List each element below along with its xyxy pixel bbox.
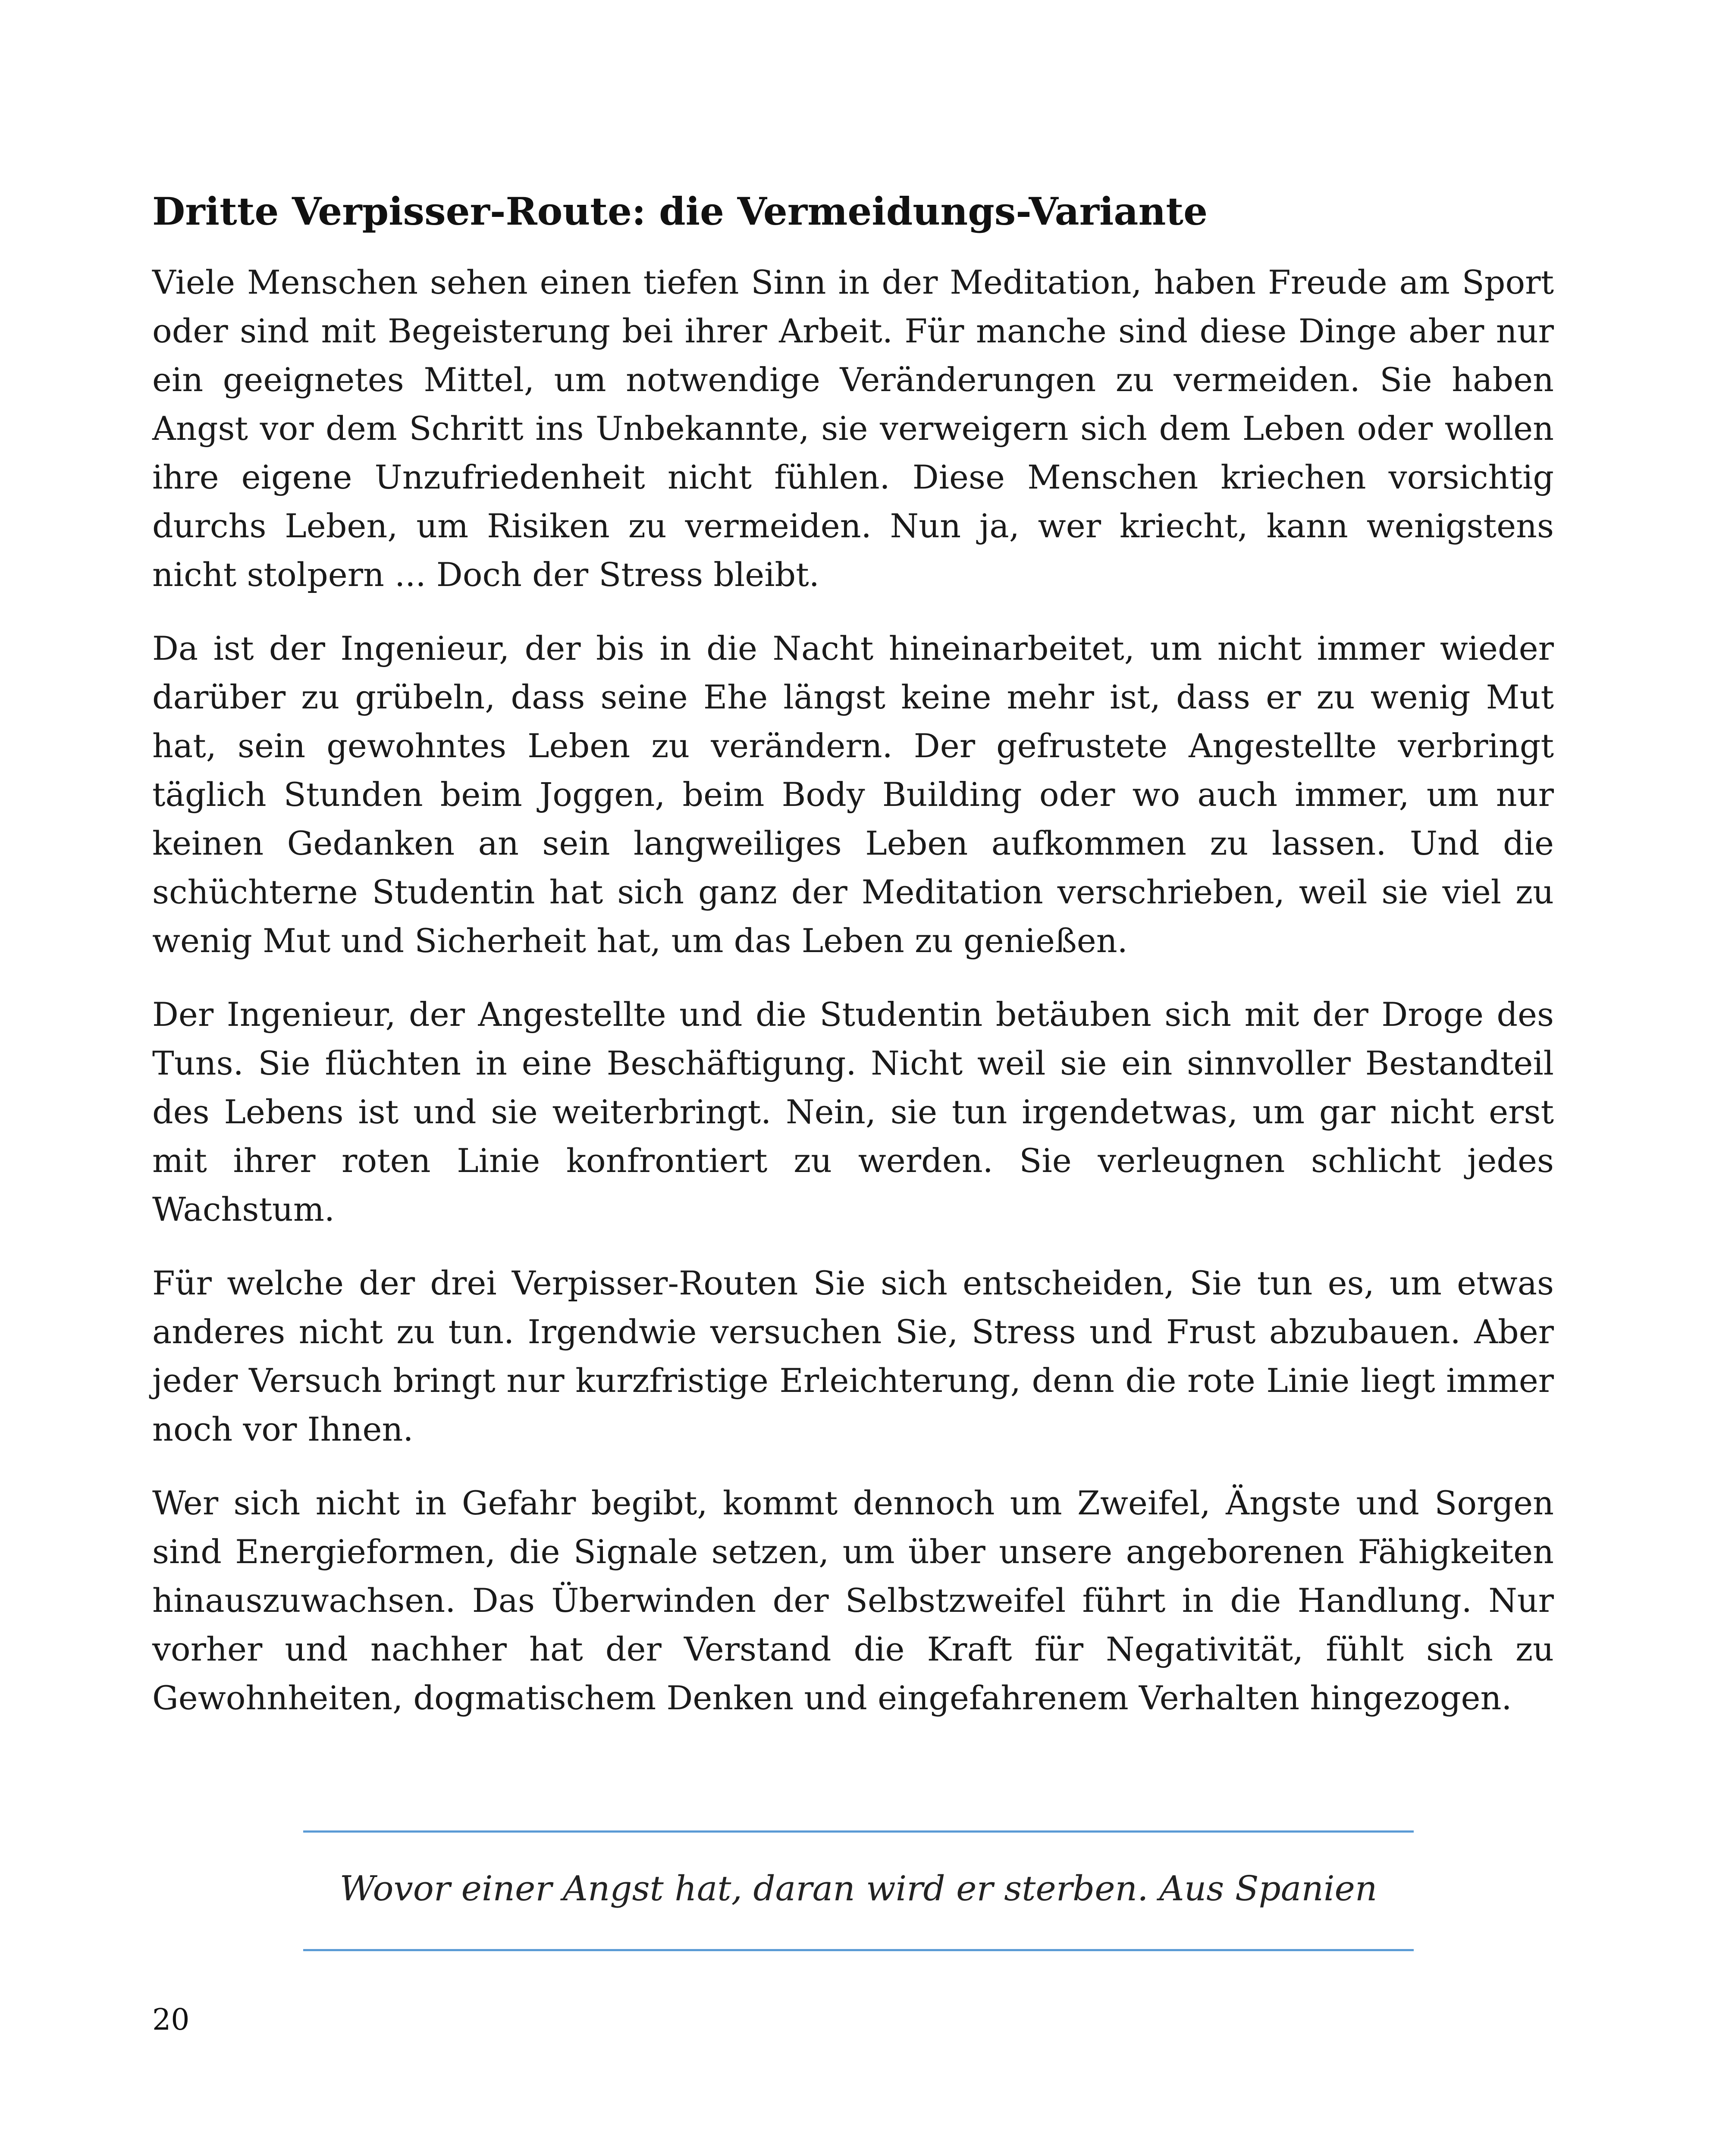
paragraph-5: Wer sich nicht in Gefahr begibt, kommt dennoch um Zweifel, Ängste und Sorgen sind Energieformen, die Signale setzen, um über unsere angeborenen Fähigkeiten hinauszuwachsen. Das Überwinden der Selbstzweifel führt in die Handlung. Nur vorher und nachher hat der Verstand die Kraft für Negativität, fühlt sich zu Gewohnheiten, dogmatischem Denken und eingefahrenem Verhalten hingezogen.: [152, 1484, 1554, 1717]
paragraph-2: Da ist der Ingenieur, der bis in die Nacht hineinarbeitet, um nicht immer wieder darüber zu grübeln, dass seine Ehe längst keine mehr ist, dass er zu wenig Mut hat, sein gewohntes Leben zu verändern. Der gefrustete Angestellte verbringt täglich Stunden beim Joggen, beim Body Building oder wo auch immer, um nur keinen Gedanken an sein langweiliges Leben aufkommen zu lassen. Und die schüchterne Studentin hat sich ganz der Meditation verschrieben, weil sie viel zu wenig Mut und Sicherheit hat, um das Leben zu genießen.: [152, 629, 1554, 960]
quote-text: Wovor einer Angst hat, daran wird er sterben. Aus Spanien: [339, 1868, 1377, 1908]
section-heading: Dritte Verpisser-Route: die Vermeidungs-Variante: [152, 189, 1208, 234]
paragraph-4: Für welche der drei Verpisser-Routen Sie sich entscheiden, Sie tun es, um etwas anderes nicht zu tun. Irgendwie versuchen Sie, Stress und Frust abzubauen. Aber jeder Versuch bringt nur kurzfristige Erleichterung, denn die rote Linie liegt immer noch vor Ihnen.: [152, 1264, 1554, 1448]
text-block: [152, 185, 1554, 1747]
page-number: 20: [152, 2003, 190, 2037]
quote-top-rule: [303, 1830, 1414, 1833]
quote-bottom-rule: [303, 1949, 1414, 1951]
paragraph-1: Viele Menschen sehen einen tiefen Sinn in der Meditation, haben Freude am Sport oder sind mit Begeisterung bei ihrer Arbeit. Für manche sind diese Dinge aber nur ein geeignetes Mittel, um notwendige Veränderungen zu vermeiden. Sie haben Angst vor dem Schritt ins Unbekannte, sie verweigern sich dem Leben oder wollen ihre eigene Unzufriedenheit nicht fühlen. Diese Menschen kriechen vorsichtig durchs Leben, um Risiken zu vermeiden. Nun ja, wer kriecht, kann wenigstens nicht stolpern ... Doch der Stress bleibt.: [152, 263, 1554, 594]
paragraph-3: Der Ingenieur, der Angestellte und die Studentin betäuben sich mit der Droge des Tuns. Sie flüchten in eine Beschäftigung. Nicht weil sie ein sinnvoller Bestandteil des Lebens ist und sie weiterbringt. Nein, sie tun irgendetwas, um gar nicht erst mit ihrer roten Linie konfrontiert zu werden. Sie verleugnen schlicht jedes Wachstum.: [152, 995, 1554, 1228]
